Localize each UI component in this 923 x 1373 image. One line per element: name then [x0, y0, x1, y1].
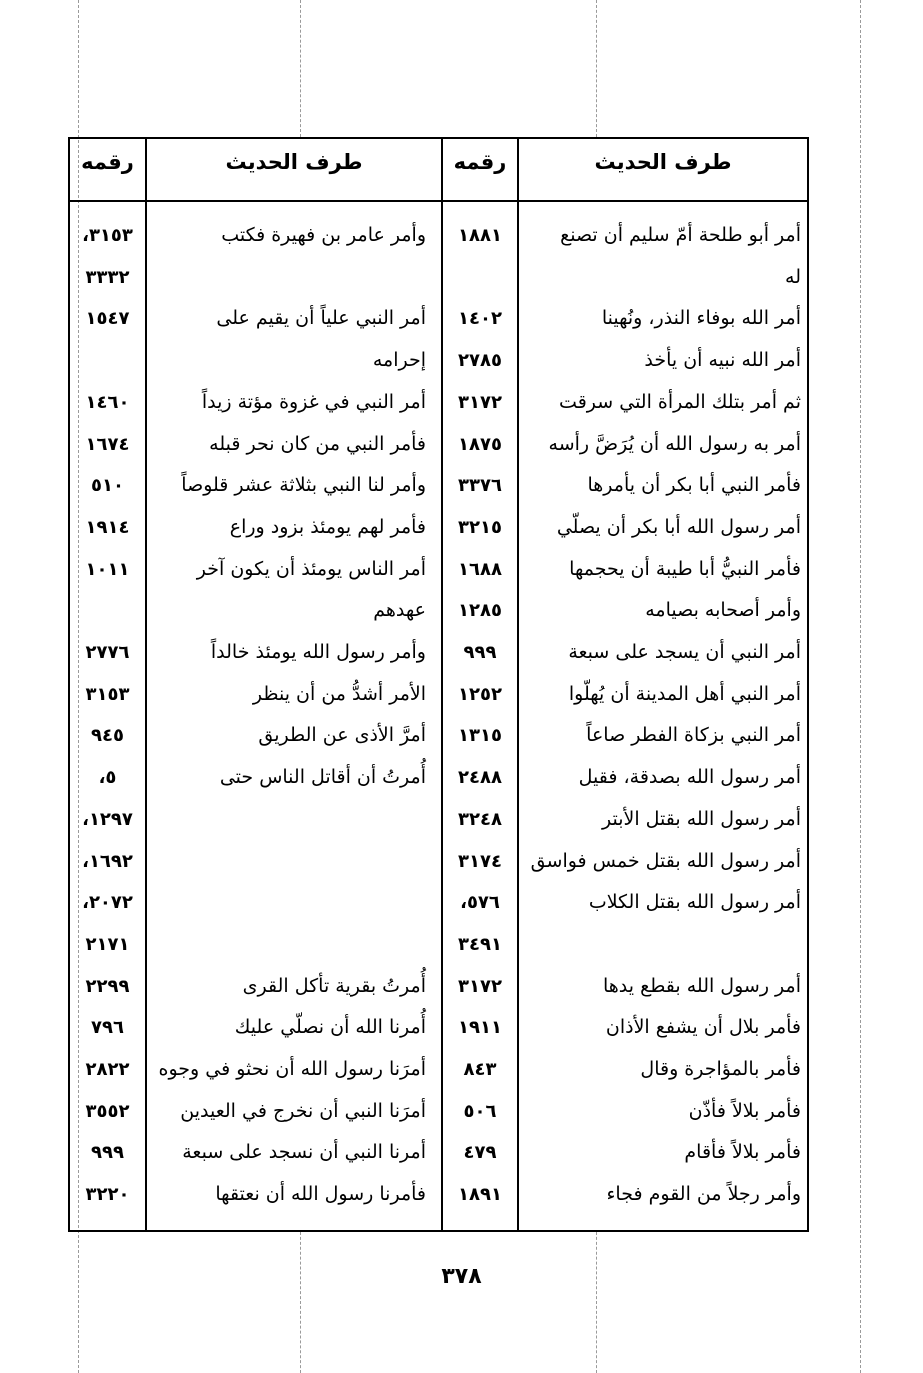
right-entry-number: ٣٣٧٦	[458, 475, 502, 496]
right-entry-number: ١٣١٥	[458, 725, 502, 746]
left-entry-number: ٢٠٧٢،	[82, 892, 133, 913]
left-entry-text: الأمر أشدُّ من أن ينظر	[252, 683, 426, 705]
left-entry-number: ٥١٠	[91, 475, 124, 496]
left-entry-text: أُمرتُ أن أقاتل الناس حتى	[219, 766, 426, 788]
left-entry-number: ١٦٧٤	[85, 434, 130, 455]
scan-guide-line	[596, 1232, 597, 1373]
right-entry-number: ٣١٧٢	[458, 976, 502, 997]
left-entry-text: أمرَنا النبي أن نخرج في العيدين	[180, 1100, 426, 1122]
right-entry-text: فأمر بلال أن يشفع الأذان	[605, 1016, 801, 1038]
left-entry-number: ١٩١٤	[85, 517, 130, 538]
right-entry-text: فأمر النبيُّ أبا طيبة أن يحجمها	[569, 558, 801, 580]
right-entry-text: أمر رسول الله بقتل الأبتر	[602, 808, 801, 830]
left-entry-text: أمر النبي في غزوة مؤتة زيداً	[201, 391, 426, 413]
left-entry-number: ٣١٥٣	[85, 684, 130, 705]
left-entry-text: فأمرنا رسول الله أن نعتقها	[215, 1183, 426, 1205]
right-entry-text: له	[785, 266, 801, 288]
left-entry-text: أمرنا النبي أن نسجد على سبعة	[182, 1141, 426, 1163]
right-entry-number: ٢٧٨٥	[458, 350, 502, 371]
left-entry-number: ٩٤٥	[91, 725, 124, 746]
right-entry-number: ٣٢٤٨	[458, 809, 502, 830]
right-entry-number: ٣١٧٤	[458, 851, 502, 872]
right-entry-number: ٥٠٦	[463, 1101, 497, 1122]
left-entry-number: ١٢٩٧،	[82, 809, 133, 830]
left-entry-number: ٥،	[98, 767, 117, 788]
right-entry-text: فأمر بلالاً فأقام	[684, 1141, 801, 1163]
left-entry-text: أُمرتُ بقرية تأكل القرى	[242, 975, 426, 997]
header-hadith-right: طرف الحديث	[594, 150, 732, 174]
left-entry-text: أمرَنا رسول الله أن نحثو في وجوه	[158, 1058, 426, 1080]
left-entry-number: ٣٢٢٠	[85, 1184, 130, 1205]
right-entry-text: فأمر النبي أبا بكر أن يأمرها	[587, 474, 801, 496]
right-entry-text: فأمر بلالاً فأذّن	[688, 1100, 801, 1122]
right-entry-text: أمر النبي أن يسجد على سبعة	[568, 641, 801, 663]
left-entry-number: ٢١٧١	[85, 934, 130, 955]
right-entry-text: أمر رسول الله أبا بكر أن يصلّي	[556, 516, 801, 538]
scan-guide-line	[300, 1232, 301, 1373]
left-entry-text: وأمر عامر بن فهيرة فكتب	[221, 224, 426, 246]
scan-guide-line	[596, 0, 597, 137]
left-entry-number: ١٥٤٧	[85, 308, 130, 329]
right-entry-number: ٩٩٩	[463, 642, 497, 663]
left-entry-text: أمرَّ الأذى عن الطريق	[258, 724, 426, 746]
left-entry-text: إحرامه	[372, 349, 426, 371]
left-entry-number: ١٦٩٢،	[82, 851, 133, 872]
right-entry-number: ٣٢١٥	[458, 517, 502, 538]
right-entry-text: أمر النبي أهل المدينة أن يُهلّوا	[568, 683, 801, 705]
right-entry-number: ١٢٥٢	[458, 684, 502, 705]
right-entry-number: ٣٤٩١	[458, 934, 502, 955]
right-entry-number: ١٢٨٥	[458, 600, 502, 621]
right-entry-text: أمر الله نبيه أن يأخذ	[644, 349, 801, 371]
left-entry-number: ١٠١١	[85, 559, 130, 580]
right-entry-number: ١٨٧٥	[458, 434, 502, 455]
right-entry-text: أمر به رسول الله أن يُرَضَّ رأسه	[548, 433, 801, 455]
header-number-left: رقمه	[81, 150, 134, 174]
scan-guide-line	[300, 0, 301, 137]
left-entry-text: وأمر رسول الله يومئذ خالداً	[210, 641, 426, 663]
left-entry-number: ٣١٥٣،	[82, 225, 133, 246]
header-divider	[68, 200, 809, 202]
right-entry-text: أمر الله بوفاء النذر، ونُهينا	[601, 307, 801, 329]
right-entry-number: ١٨٨١	[458, 225, 502, 246]
right-entry-number: ١٨٩١	[458, 1184, 502, 1205]
right-entry-number: ٤٧٩	[463, 1142, 497, 1163]
left-entry-number: ٣٥٥٢	[85, 1101, 130, 1122]
left-entry-number: ٩٩٩	[91, 1142, 124, 1163]
right-entry-text: وأمر أصحابه بصيامه	[645, 599, 801, 621]
scan-guide-line	[860, 0, 861, 1373]
right-entry-text: فأمر بالمؤاجرة وقال	[640, 1058, 801, 1080]
right-entry-text: ثم أمر بتلك المرأة التي سرقت	[559, 391, 801, 413]
right-entry-text: أمر رسول الله بقطع يدها	[602, 975, 801, 997]
left-entry-number: ٢٧٧٦	[85, 642, 130, 663]
header-number-right: رقمه	[453, 150, 507, 174]
left-entry-text: أمر الناس يومئذ أن يكون آخر	[196, 558, 426, 580]
right-entry-text: أمر رسول الله بقتل الكلاب	[588, 891, 801, 913]
right-entry-text: وأمر رجلاً من القوم فجاء	[606, 1183, 801, 1205]
right-entry-number: ١٩١١	[458, 1017, 502, 1038]
right-entry-text: أمر رسول الله بصدقة، فقيل	[578, 766, 801, 788]
right-entry-text: أمر النبي بزكاة الفطر صاعاً	[586, 724, 801, 746]
left-entry-text: وأمر لنا النبي بثلاثة عشر قلوصاً	[181, 474, 426, 496]
page-number: ٣٧٨	[441, 1264, 482, 1289]
left-entry-number: ٢٢٩٩	[85, 976, 130, 997]
right-entry-number: ٢٤٨٨	[458, 767, 502, 788]
right-entry-number: ٨٤٣	[463, 1059, 497, 1080]
left-entry-number: ٣٣٣٢	[85, 267, 130, 288]
left-entry-text: فأمر النبي من كان نحر قبله	[209, 433, 426, 455]
left-entry-number: ٢٨٢٢	[85, 1059, 130, 1080]
left-entry-text: عهدهم	[373, 599, 426, 621]
left-entry-text: أُمرنا الله أن نصلّي عليك	[234, 1016, 426, 1038]
right-entry-number: ١٤٠٢	[458, 308, 502, 329]
header-hadith-left: طرف الحديث	[225, 150, 363, 174]
right-entry-number: ٥٧٦،	[460, 892, 500, 913]
right-entry-text: أمر أبو طلحة أمّ سليم أن تصنع	[560, 224, 801, 246]
right-entry-number: ١٦٨٨	[458, 559, 502, 580]
right-entry-number: ٣١٧٢	[458, 392, 502, 413]
left-entry-number: ١٤٦٠	[85, 392, 130, 413]
left-entry-text: فأمر لهم يومئذ بزود وراع	[229, 516, 426, 538]
right-entry-text: أمر رسول الله بقتل خمس فواسق	[530, 850, 801, 872]
left-entry-number: ٧٩٦	[91, 1017, 124, 1038]
left-entry-text: أمر النبي علياً أن يقيم على	[216, 307, 426, 329]
